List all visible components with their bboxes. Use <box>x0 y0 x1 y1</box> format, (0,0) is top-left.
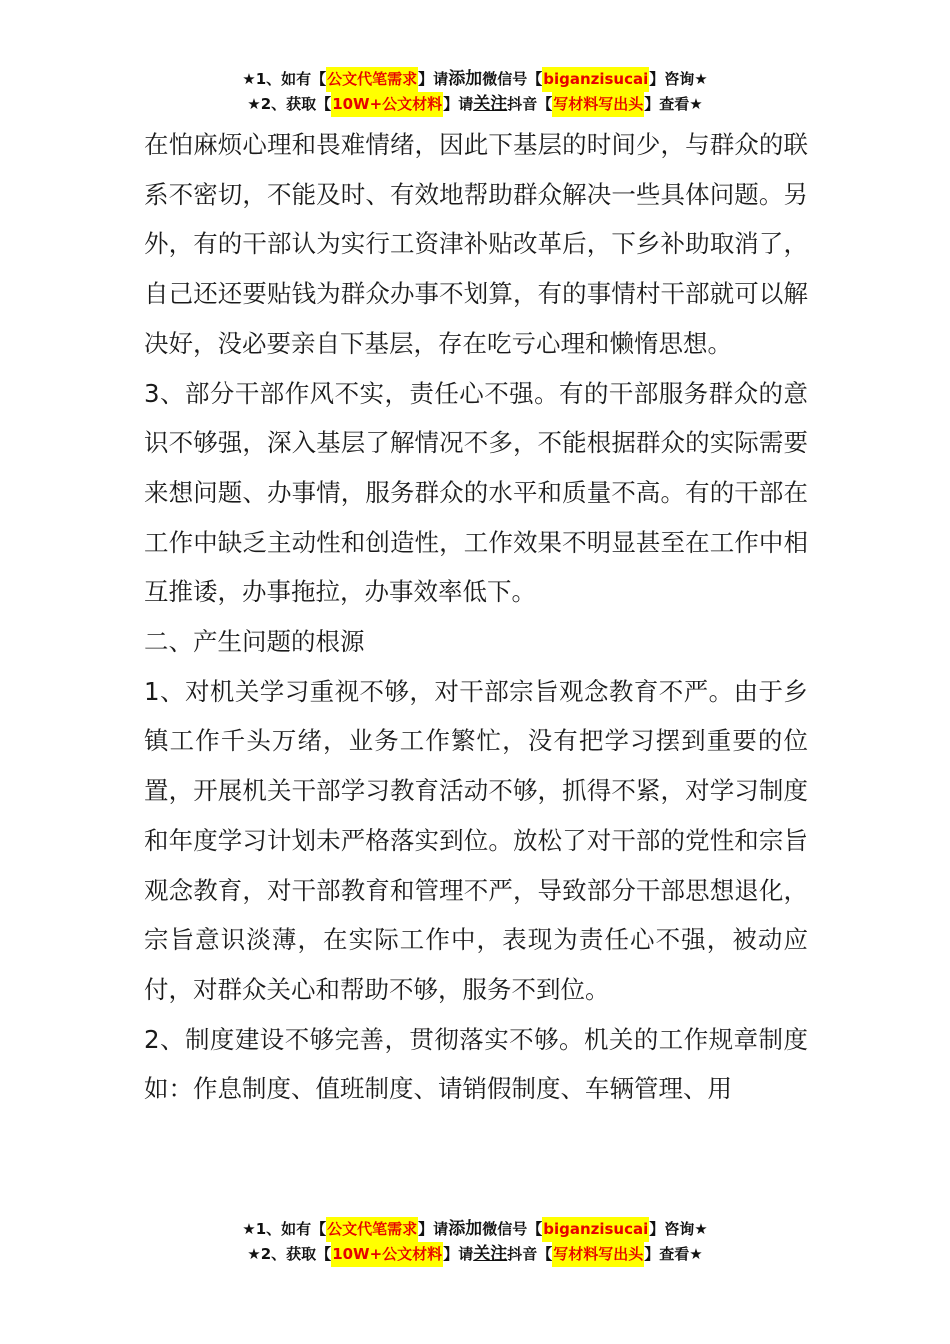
banner-text: 】查看★ <box>644 95 703 113</box>
banner-text: ★2、获取【 <box>247 95 332 113</box>
paragraph: 在怕麻烦心理和畏难情绪，因此下基层的时间少，与群众的联系不密切，不能及时、有效地帮助群众解决一些具体问题。另外，有的干部认为实行工资津补贴改革后，下乡补助取消了，自己还还要贴钱为群众办事不划算，有的事情村干部就可以解决好，没必要亲自下基层，存在吃亏心理和懒惰思想。 <box>144 130 808 358</box>
banner-emphasis: 关注 <box>473 1244 508 1264</box>
footer-banner <box>0 1217 950 1267</box>
banner-text: 抖音【 <box>507 95 553 113</box>
section-heading: 二、产生问题的根源 <box>144 627 365 657</box>
banner-line-1 <box>0 67 950 92</box>
banner-wechat-id: biganzisucai <box>542 67 649 92</box>
banner-emphasis: 关注 <box>473 94 508 114</box>
banner-text: 】请 <box>443 95 474 113</box>
paragraph: 1、对机关学习重视不够，对干部宗旨观念教育不严。由于乡镇工作千头万绪，业务工作繁忙，没有把学习摆到重要的位置，开展机关干部学习教育活动不够，抓得不紧，对学习制度和年度学习计划未严格落实到位。放松了对干部的党性和宗旨观念教育，对干部教育和管理不严，导致部分干部思想退化，宗旨意识淡薄，在实际工作中，表现为责任心不强，被动应付，对群众关心和帮助不够，服务不到位。 <box>144 676 808 1004</box>
banner-highlight: 公文代笔需求 <box>326 1217 418 1242</box>
banner-text: 微信号【 <box>482 1220 543 1238</box>
banner-text: ★1、如有【 <box>242 1220 327 1238</box>
banner-line-1 <box>0 1217 950 1242</box>
banner-text: ★2、获取【 <box>247 1245 332 1263</box>
banner-text: 】请 <box>418 70 449 88</box>
banner-douyin-id: 写材料写出头 <box>552 1242 644 1267</box>
banner-text: ★1、如有【 <box>242 70 327 88</box>
banner-wechat-id: biganzisucai <box>542 1217 649 1242</box>
banner-line-2 <box>0 1242 950 1267</box>
banner-text: 】咨询★ <box>649 1220 708 1238</box>
banner-text: 微信号【 <box>482 70 543 88</box>
header-banner <box>0 67 950 117</box>
banner-text: 抖音【 <box>507 1245 553 1263</box>
banner-text: 】请 <box>418 1220 449 1238</box>
paragraph: 3、部分干部作风不实，责任心不强。有的干部服务群众的意识不够强，深入基层了解情况不多，不能根据群众的实际需要来想问题、办事情，服务群众的水平和质量不高。有的干部在工作中缺乏主动性和创造性，工作效果不明显甚至在工作中相互推诿，办事拖拉，办事效率低下。 <box>144 378 808 607</box>
document-body <box>144 120 808 1114</box>
banner-highlight: 10W+公文材料 <box>331 1242 443 1267</box>
banner-highlight: 公文代笔需求 <box>326 67 418 92</box>
banner-douyin-id: 写材料写出头 <box>552 92 644 117</box>
banner-text: 】咨询★ <box>649 70 708 88</box>
banner-emphasis: 添加 <box>448 1219 483 1239</box>
banner-emphasis: 添加 <box>448 69 483 89</box>
banner-highlight: 10W+公文材料 <box>331 92 443 117</box>
paragraph: 2、制度建设不够完善，贯彻落实不够。机关的工作规章制度如：作息制度、值班制度、请销假制度、车辆管理、用 <box>144 1024 808 1104</box>
banner-text: 】查看★ <box>644 1245 703 1263</box>
banner-text: 】请 <box>443 1245 474 1263</box>
banner-line-2 <box>0 92 950 117</box>
